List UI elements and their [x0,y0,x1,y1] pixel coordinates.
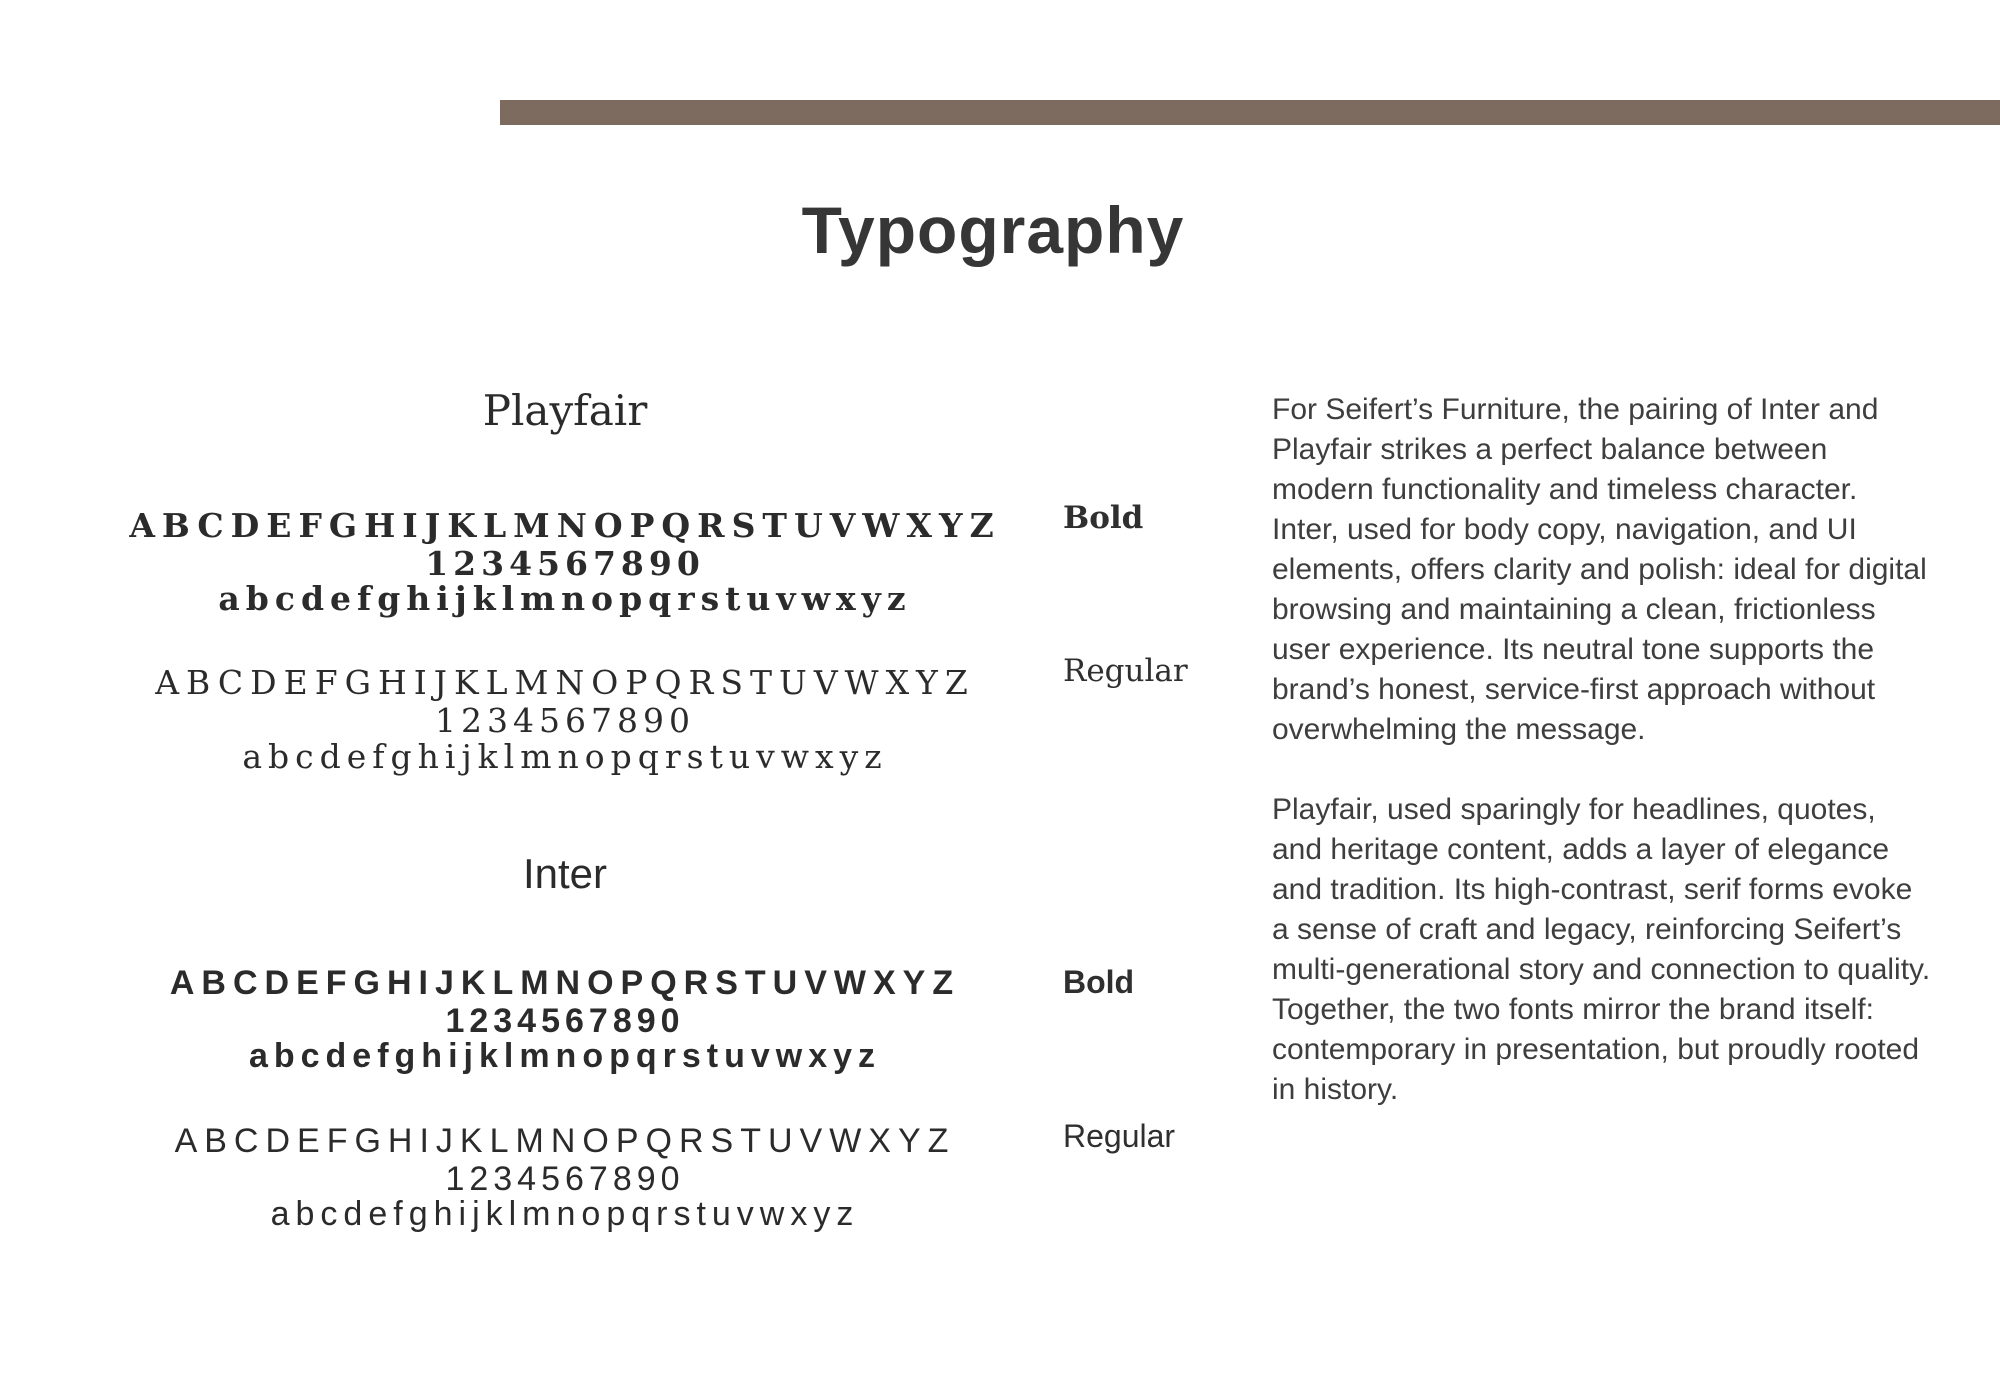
inter-regular-digits-row: 1234567890 [445,1160,685,1198]
playfair-regular-uppercase-row: ABCDEFGHIJKLMNOPQRSTUVWXYZ [155,663,975,702]
playfair-bold-lowercase-row: abcdefghijklmnopqrstuvwxyz [218,579,912,618]
pairing-description [1272,390,1932,1110]
description-paragraph-1: For Seifert’s Furniture, the pairing of Inter and Playfair strikes a perfect balance between modern functionality and timeless character. Inter, used for body copy, navigation, and UI elements, offers clarity and polish: ideal for digital browsing and maintaining a clean, frictionless user experience. Its neutral tone supports the brand’s honest, service-first approach without overwhelming the message. [1272,393,1927,746]
playfair-regular-label: Regular [1063,653,1188,689]
weight-labels-column [1063,0,1263,1400]
description-paragraph-2: Playfair, used sparingly for headlines, quotes, and heritage content, adds a layer of elegance and tradition. Its high-contrast, serif forms evoke a sense of craft and legacy, reinforcing Seifert’s multi-generational story and connection to quality. Together, the two fonts mirror the brand itself: contemporary in presentation, but proudly rooted in history. [1272,793,1931,1106]
font-name-inter: Inter [522,850,608,897]
playfair-bold-label: Bold [1063,500,1144,536]
playfair-bold-uppercase-row: ABCDEFGHIJKLMNOPQRSTUVWXYZ [129,506,1001,545]
playfair-regular-lowercase-row: abcdefghijklmnopqrstuvwxyz [242,737,888,776]
font-specimen-column [105,0,1025,1400]
inter-bold-lowercase-row: abcdefghijklmnopqrstuvwxyz [248,1037,882,1075]
font-name-playfair: Playfair [482,386,648,435]
inter-regular-label: Regular [1063,1118,1176,1154]
inter-bold-digits-row: 1234567890 [445,1002,685,1040]
playfair-bold-digits-row: 1234567890 [425,544,705,583]
inter-regular-lowercase-row: abcdefghijklmnopqrstuvwxyz [270,1195,860,1233]
playfair-regular-digits-row: 1234567890 [435,701,695,740]
inter-bold-label: Bold [1063,964,1135,1000]
inter-bold-uppercase-row: ABCDEFGHIJKLMNOPQRSTUVWXYZ [169,964,961,1002]
inter-regular-uppercase-row: ABCDEFGHIJKLMNOPQRSTUVWXYZ [174,1122,956,1160]
page-title: Typography [801,193,1185,267]
